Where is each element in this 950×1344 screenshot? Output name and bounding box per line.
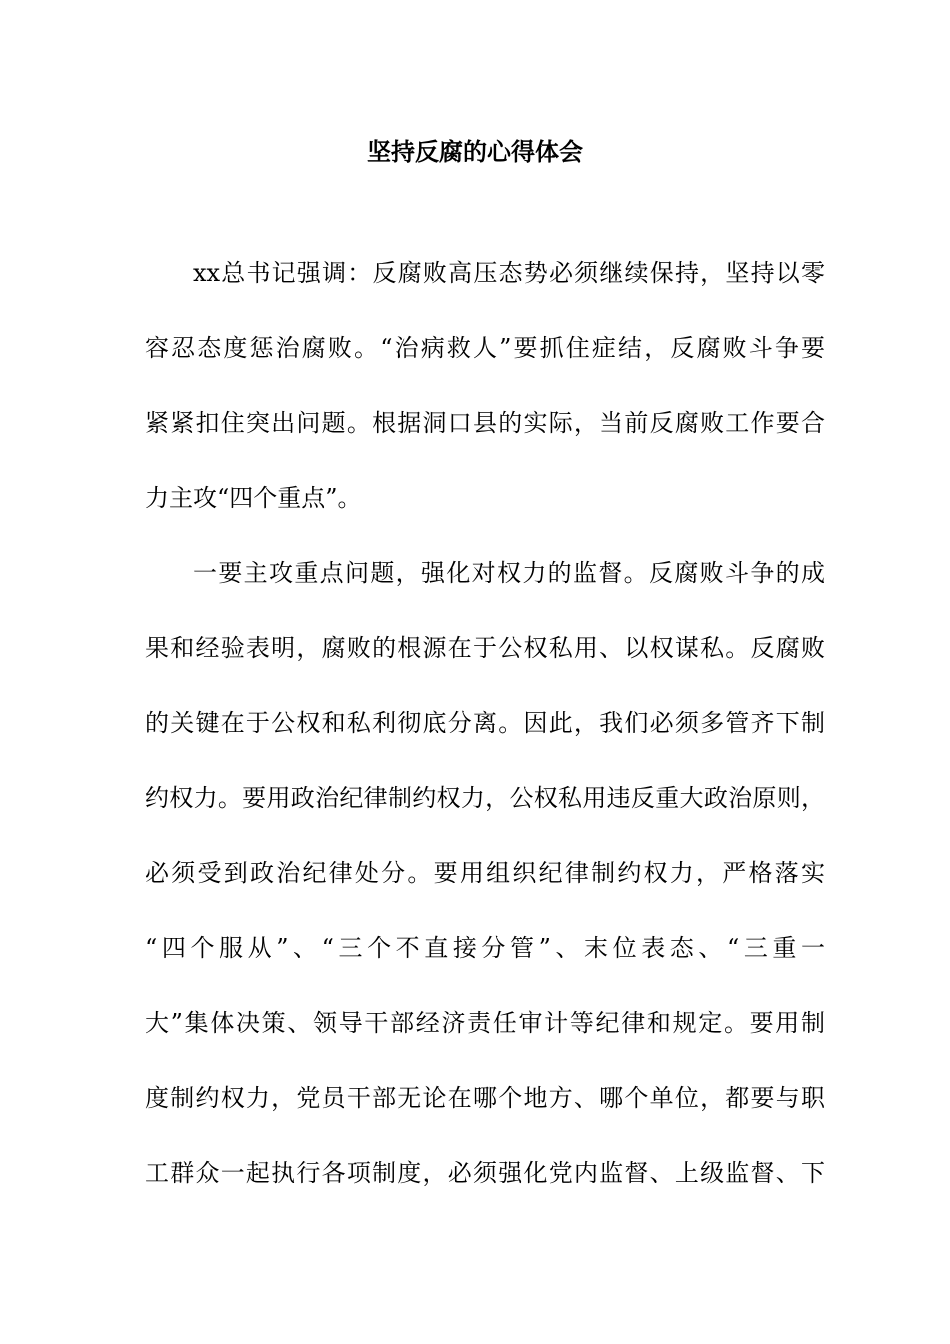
paragraph-2-line-1: 一要主攻重点问题，强化对权力的监督。反腐败斗争的成 <box>193 559 825 587</box>
paragraph-2-line-8: 度制约权力，党员干部无论在哪个地方、哪个单位，都要与职 <box>145 1084 825 1112</box>
document-title: 坚持反腐的心得体会 <box>367 137 583 166</box>
paragraph-1-line-3: 紧紧扣住突出问题。根据洞口县的实际，当前反腐败工作要合 <box>145 409 825 437</box>
paragraph-2-line-4: 约权力。要用政治纪律制约权力，公权私用违反重大政治原则， <box>145 784 825 812</box>
paragraph-1-line-4: 力主攻“四个重点”。 <box>145 484 362 512</box>
paragraph-1-line-1: xx总书记强调：反腐败高压态势必须继续保持，坚持以零 <box>193 259 825 287</box>
paragraph-1-line-2: 容忍态度惩治腐败。“治病救人”要抓住症结，反腐败斗争要 <box>145 334 825 362</box>
paragraph-2-line-3: 的关键在于公权和私利彻底分离。因此，我们必须多管齐下制 <box>145 709 825 737</box>
paragraph-2-line-7: 大”集体决策、领导干部经济责任审计等纪律和规定。要用制 <box>145 1009 825 1037</box>
paragraph-2-line-9: 工群众一起执行各项制度，必须强化党内监督、上级监督、下 <box>145 1159 825 1187</box>
paragraph-2-line-5: 必须受到政治纪律处分。要用组织纪律制约权力，严格落实 <box>145 859 825 887</box>
paragraph-2-line-6: “四个服从”、“三个不直接分管”、末位表态、“三重一 <box>145 934 825 962</box>
paragraph-2-line-2: 果和经验表明，腐败的根源在于公权私用、以权谋私。反腐败 <box>145 634 825 662</box>
